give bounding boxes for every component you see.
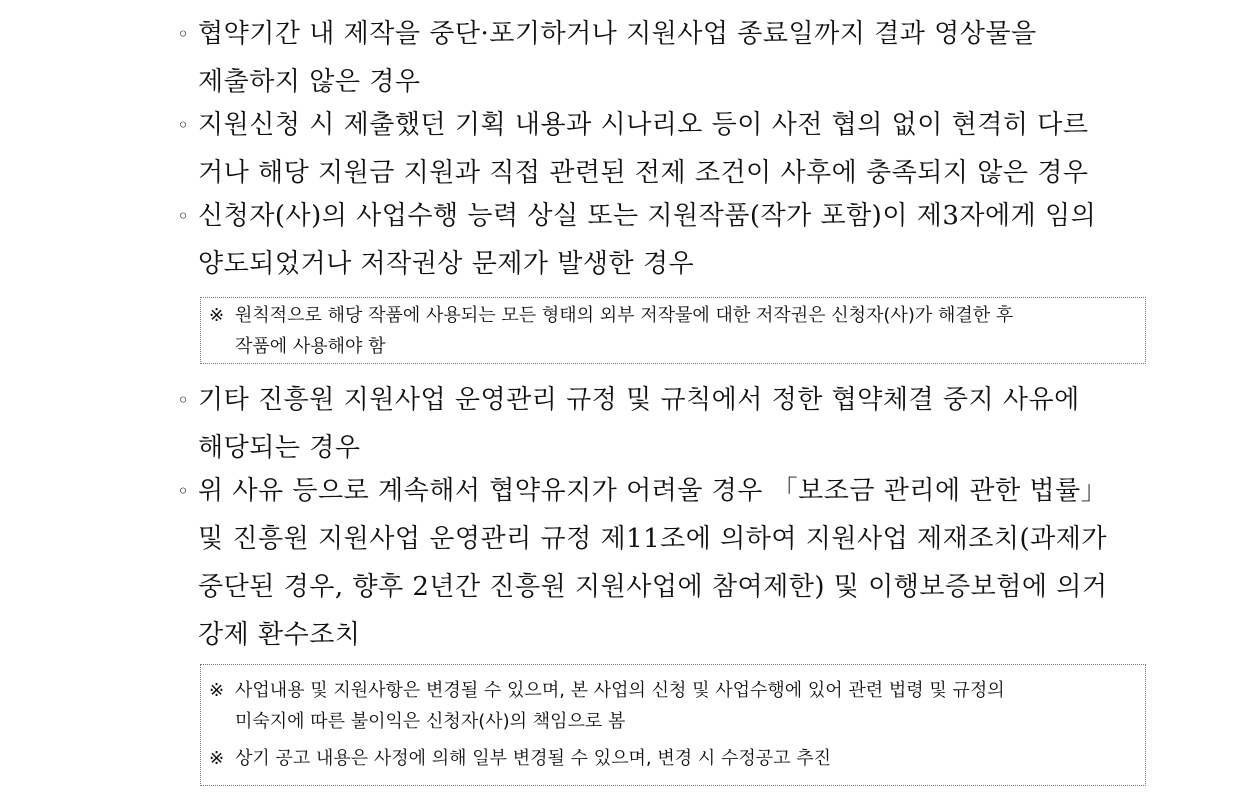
list-item bbox=[172, 467, 1152, 659]
text-line: 협약기간 내 제작을 중단·포기하거나 지원사업 종료일까지 결과 영상물을 bbox=[198, 19, 1037, 49]
list-item-text bbox=[198, 10, 1152, 106]
list-bullet: ◦ bbox=[177, 113, 189, 137]
note-line: 사업내용 및 지원사항은 변경될 수 있으며, 본 사업의 신청 및 사업수행에 있어 관련 법령 및 규정의 bbox=[235, 680, 1005, 701]
note-line: 미숙지에 따른 불이익은 신청자(사)의 책임으로 봄 bbox=[235, 711, 626, 732]
note bbox=[201, 300, 1145, 362]
text-line: 강제 환수조치 bbox=[198, 620, 361, 650]
list-bullet: ◦ bbox=[177, 22, 189, 46]
list-item-text bbox=[198, 101, 1152, 197]
note-line: 상기 공고 내용은 사정에 의해 일부 변경될 수 있으며, 변경 시 수정공고 추진 bbox=[235, 748, 832, 769]
reference-mark: ※ bbox=[209, 680, 225, 701]
list-bullet: ◦ bbox=[177, 204, 189, 228]
list-bullet: ◦ bbox=[177, 388, 189, 412]
reference-mark: ※ bbox=[209, 748, 225, 769]
text-line: 기타 진흥원 지원사업 운영관리 규정 및 규칙에서 정한 협약체결 중지 사유에 bbox=[198, 385, 1080, 415]
note-line: 원칙적으로 해당 작품에 사용되는 모든 형태의 외부 저작물에 대한 저작권은 신청자(사)가 해결한 후 bbox=[235, 305, 1014, 326]
note-box bbox=[200, 297, 1146, 364]
text-line: 중단된 경우, 향후 2년간 진흥원 지원사업에 참여제한) 및 이행보증보험에 의거 bbox=[198, 572, 1108, 602]
text-line: 양도되었거나 저작권상 문제가 발생한 경우 bbox=[198, 249, 695, 279]
list-item bbox=[172, 101, 1152, 197]
note-box bbox=[200, 664, 1146, 786]
text-line: 해당되는 경우 bbox=[198, 433, 361, 463]
list-item-text bbox=[198, 192, 1152, 288]
text-line: 지원신청 시 제출했던 기획 내용과 시나리오 등이 사전 협의 없이 현격히 다르 bbox=[198, 110, 1089, 140]
list-bullet: ◦ bbox=[177, 479, 189, 503]
text-line: 제출하지 않은 경우 bbox=[198, 67, 421, 97]
text-line: 신청자(사)의 사업수행 능력 상실 또는 지원작품(작가 포함)이 제3자에게 임의 bbox=[198, 201, 1097, 231]
text-line: 위 사유 등으로 계속해서 협약유지가 어려울 경우 「보조금 관리에 관한 법률」 bbox=[198, 476, 1108, 506]
list-item bbox=[172, 376, 1152, 472]
note bbox=[201, 675, 1145, 737]
list-item bbox=[172, 10, 1152, 106]
text-line: 거나 해당 지원금 지원과 직접 관련된 전제 조건이 사후에 충족되지 않은 경우 bbox=[198, 158, 1089, 188]
list-item-text bbox=[198, 467, 1152, 659]
list-item bbox=[172, 192, 1152, 288]
note bbox=[201, 743, 1145, 774]
reference-mark: ※ bbox=[209, 305, 225, 326]
note-line: 작품에 사용해야 함 bbox=[235, 336, 386, 357]
text-line: 및 진흥원 지원사업 운영관리 규정 제11조에 의하여 지원사업 제재조치(과제가 bbox=[198, 524, 1107, 554]
list-item-text bbox=[198, 376, 1152, 472]
